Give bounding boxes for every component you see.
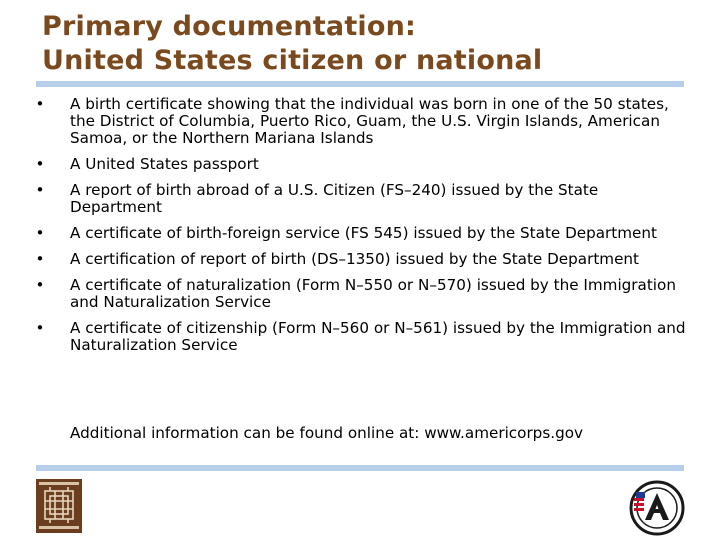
knot-pattern-icon (36, 479, 82, 533)
bullet-icon: • (35, 276, 45, 294)
list-item (30, 182, 690, 216)
bullet-icon: • (35, 95, 45, 113)
top-divider (36, 81, 684, 87)
bullet-icon: • (35, 155, 45, 173)
list-item-text: A certificate of birth-foreign service (FS 545) issued by the State Department (70, 224, 657, 242)
list-item (30, 251, 690, 268)
title-line-2: United States citizen or national (42, 45, 543, 76)
documentation-list (30, 96, 690, 363)
bottom-divider (36, 465, 684, 471)
bullet-icon: • (35, 224, 45, 242)
list-item (30, 96, 690, 147)
list-item (30, 320, 690, 354)
list-item-text: A United States passport (70, 155, 259, 173)
list-item-text: A certification of report of birth (DS–1350) issued by the State Department (70, 250, 640, 268)
list-item-text: A certificate of citizenship (Form N–560 or N–561) issued by the Immigration and Naturalization Service (70, 319, 686, 354)
massachusetts-service-alliance-logo (36, 479, 82, 533)
page-title (42, 10, 682, 78)
list-item (30, 225, 690, 242)
list-item-text: A birth certificate showing that the individual was born in one of the 50 states, the District of Columbia, Puerto Rico, Guam, the U.S. Virgin Islands, American Samoa, or the Northern Mariana Islands (70, 95, 669, 147)
bullet-icon: • (35, 181, 45, 199)
americorps-seal-icon (628, 480, 686, 536)
additional-info-note: Additional information can be found online at: www.americorps.gov (70, 424, 583, 442)
americorps-logo (628, 480, 686, 536)
list-item (30, 156, 690, 173)
title-line-1: Primary documentation: (42, 11, 417, 42)
bullet-icon: • (35, 250, 45, 268)
list-item-text: A certificate of naturalization (Form N–550 or N–570) issued by the Immigration and Naturalization Service (70, 276, 676, 311)
bullet-icon: • (35, 319, 45, 337)
list-item-text: A report of birth abroad of a U.S. Citizen (FS–240) issued by the State Department (70, 181, 599, 216)
list-item (30, 277, 690, 311)
